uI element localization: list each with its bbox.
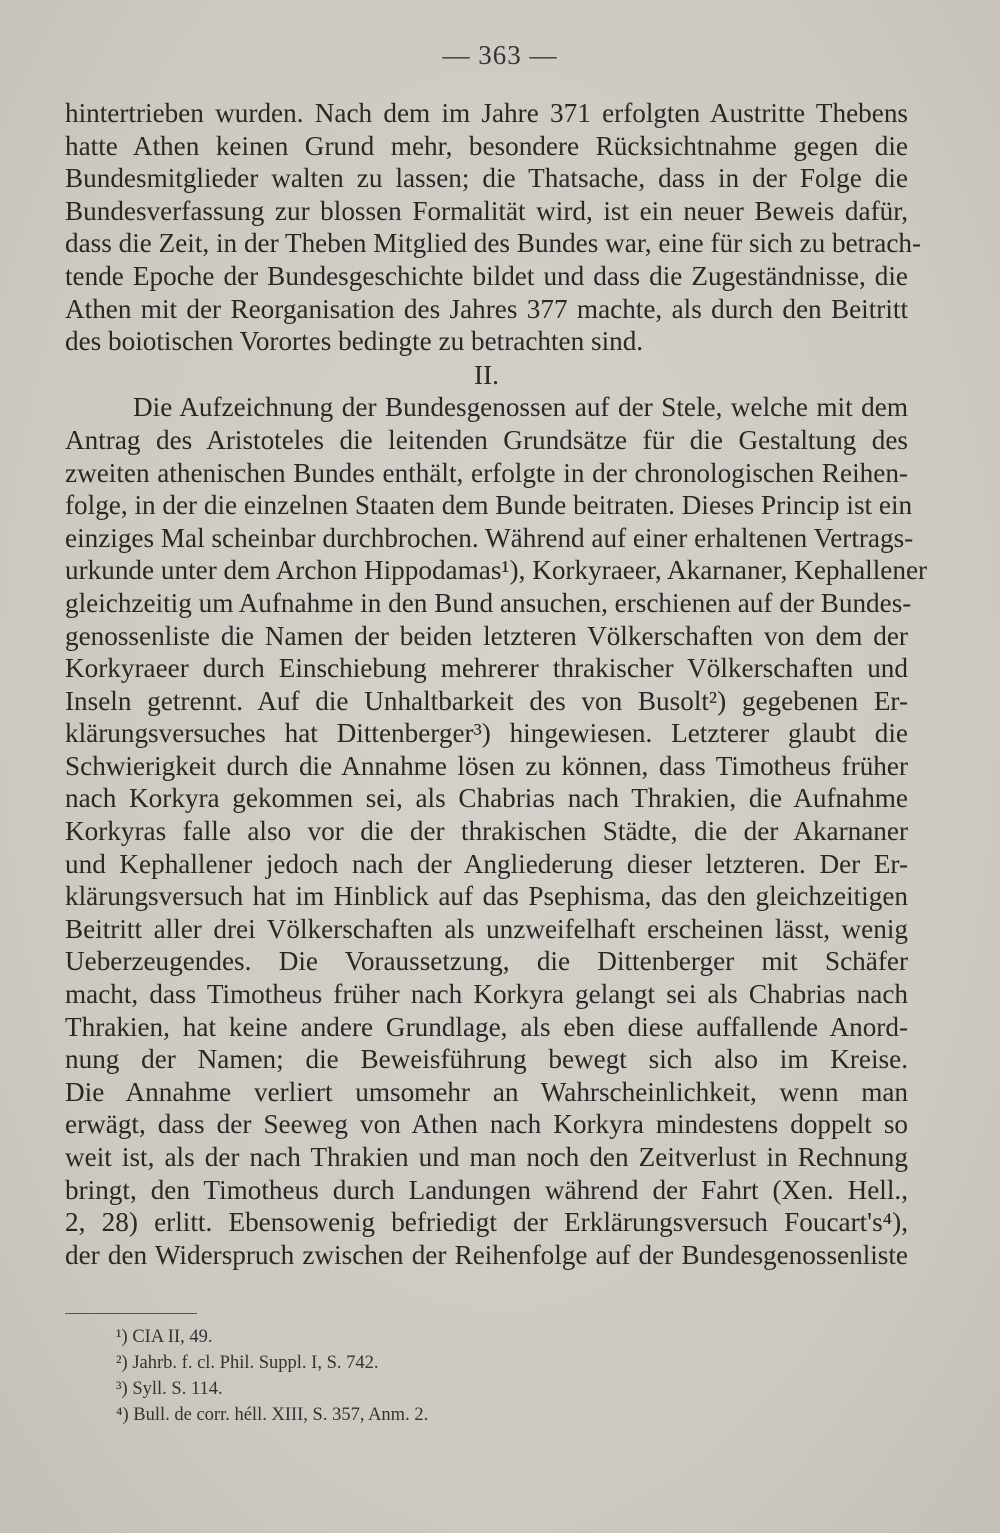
- text-line: zweiten athenischen Bundes enthält, erfolgte in der chronologischen Reihen-: [65, 457, 908, 488]
- footnote-divider: [65, 1313, 197, 1314]
- text-line: macht, dass Timotheus früher nach Korkyra gelangt sei als Chabrias nach: [65, 979, 908, 1010]
- text-line: Inseln getrennt. Auf die Unhaltbarkeit des von Busolt²) gegebenen Er-: [65, 685, 908, 716]
- footnote-text: Bull. de corr. héll. XIII, S. 357, Anm. 2.: [133, 1405, 429, 1425]
- section-heading: II.: [474, 359, 499, 390]
- footnote: [116, 1402, 428, 1428]
- text-line: dass die Zeit, in der Theben Mitglied des Bundes war, eine für sich zu betrach-: [65, 228, 922, 259]
- footnote: [116, 1376, 428, 1402]
- text-line: Athen mit der Reorganisation des Jahres 377 machte, als durch den Beitritt: [65, 293, 908, 324]
- text-line: erwägt, dass der Seeweg von Athen nach Korkyra mindestens doppelt so: [65, 1109, 908, 1140]
- text-line: folge, in der die einzelnen Staaten dem Bunde beitraten. Dieses Princip ist ein: [65, 490, 913, 521]
- text-line: Korkyras falle also vor die der thrakischen Städte, die der Akarnaner: [65, 816, 908, 847]
- text-line: genossenliste die Namen der beiden letzteren Völkerschaften von dem der: [65, 620, 908, 651]
- text-line: Thrakien, hat keine andere Grundlage, als eben diese auffallende Anord-: [65, 1011, 908, 1042]
- footnote-mark: ⁴): [116, 1405, 129, 1425]
- text-line: Bundesmitglieder walten zu lassen; die Thatsache, dass in der Folge die: [65, 163, 908, 194]
- text-line: Bundesverfassung zur blossen Formalität wird, ist ein neuer Beweis dafür,: [65, 195, 908, 226]
- text-line: bringt, den Timotheus durch Landungen während der Fahrt (Xen. Hell.,: [65, 1174, 908, 1205]
- text-line: Schwierigkeit durch die Annahme lösen zu können, dass Timotheus früher: [65, 750, 908, 781]
- text-line: tende Epoche der Bundesgeschichte bildet und dass die Zugeständnisse, die: [65, 260, 908, 291]
- text-line: der den Widerspruch zwischen der Reihenfolge auf der Bundesgenossenliste: [65, 1239, 908, 1270]
- text-line: einziges Mal scheinbar durchbrochen. Während auf einer erhaltenen Vertrags-: [65, 522, 914, 553]
- text-line: weit ist, als der nach Thrakien und man noch den Zeitverlust in Rechnung: [65, 1142, 908, 1172]
- footnote-text: Syll. S. 114.: [132, 1379, 223, 1399]
- paragraph-main: [65, 391, 928, 1271]
- footnote: [116, 1324, 428, 1350]
- footnote-mark: ¹): [116, 1327, 128, 1347]
- footnote-mark: ²): [116, 1353, 128, 1373]
- text-line: Beitritt aller drei Völkerschaften als unzweifelhaft erscheinen lässt, wenig: [65, 913, 908, 944]
- footnote-mark: ³): [116, 1379, 128, 1399]
- text-line: Die Annahme verliert umsomehr an Wahrscheinlichkeit, wenn man: [65, 1076, 908, 1107]
- text-line: klärungsversuches hat Dittenberger³) hingewiesen. Letzterer glaubt die: [65, 718, 908, 749]
- paragraph-top: [65, 97, 922, 358]
- text-line: Antrag des Aristoteles die leitenden Grundsätze für die Gestaltung des: [65, 424, 908, 455]
- footnote-text: CIA II, 49.: [132, 1327, 213, 1347]
- page-number: — 363 —: [442, 40, 558, 70]
- text-line: 2, 28) erlitt. Ebensowenig befriedigt der Erklärungsversuch Foucart's⁴),: [65, 1207, 908, 1238]
- text-line: und Kephallener jedoch nach der Angliederung dieser letzteren. Der Er-: [65, 848, 908, 879]
- text-line: klärungsversuch hat im Hinblick auf das Psephisma, das den gleichzeitigen: [65, 881, 908, 912]
- text-line: gleichzeitig um Aufnahme in den Bund ansuchen, erschienen auf der Bundes-: [65, 587, 912, 618]
- text-line: nach Korkyra gekommen sei, als Chabrias nach Thrakien, die Aufnahme: [65, 783, 908, 814]
- footnote: [116, 1350, 428, 1376]
- text-line: hatte Athen keinen Grund mehr, besondere Rücksichtnahme gegen die: [65, 130, 908, 161]
- text-line: Die Aufzeichnung der Bundesgenossen auf der Stele, welche mit dem: [133, 392, 908, 423]
- text-line: Korkyraeer durch Einschiebung mehrerer thrakischer Völkerschaften und: [65, 653, 908, 684]
- text-line: nung der Namen; die Beweisführung bewegt sich also im Kreise.: [65, 1044, 908, 1075]
- text-line: hintertrieben wurden. Nach dem im Jahre 371 erfolgten Austritte Thebens: [65, 98, 908, 128]
- text-line: Ueberzeugendes. Die Voraussetzung, die Dittenberger mit Schäfer: [65, 946, 908, 977]
- text-line: urkunde unter dem Archon Hippodamas¹), Korkyraeer, Akarnaner, Kephallener: [65, 555, 928, 586]
- body-text: [65, 97, 928, 1271]
- footnote-text: Jahrb. f. cl. Phil. Suppl. I, S. 742.: [132, 1353, 379, 1373]
- footnotes: [116, 1324, 428, 1428]
- text-line: des boiotischen Vorortes bedingte zu betrachten sind.: [65, 326, 644, 357]
